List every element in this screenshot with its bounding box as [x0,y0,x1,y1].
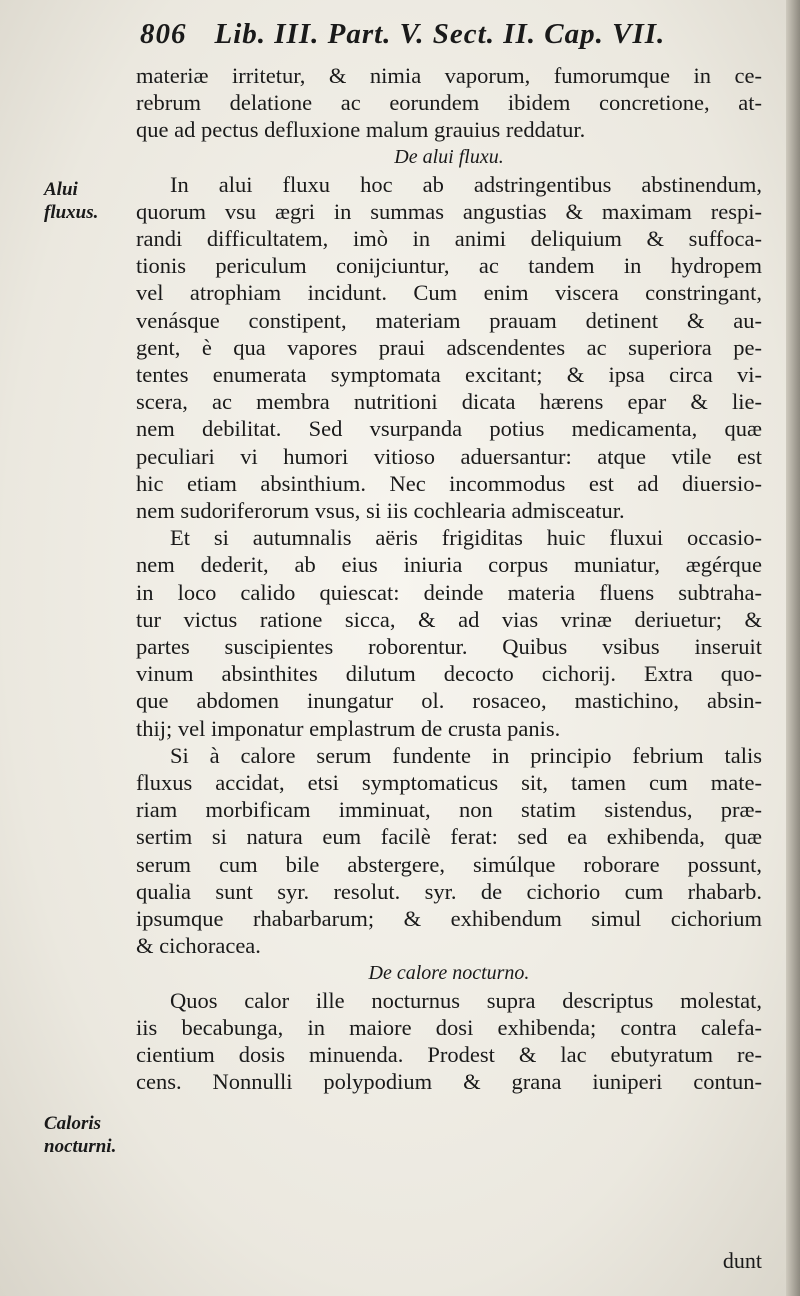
text-line: In alui fluxu hoc ab adstringentibus abstinendum, [170,171,762,197]
text-line: cens. Nonnulli polypodium & grana iuniperi contun- [136,1069,762,1095]
text-line: serum cum bile abstergere, simúlque roborare possunt, [136,851,762,877]
text-line: fluxus accidat, etsi symptomaticus sit, tamen cum mate- [136,770,762,796]
text-line: tionis periculum conijciuntur, ac tandem in hydropem [136,253,762,279]
text-line: peculiari vi humori vitioso aduersantur: atque vtile est [136,443,762,469]
text-line: Si à calore serum fundente in principio febrium talis [170,742,762,768]
text-line: iis becabunga, in maiore dosi exhibenda; contra calefa- [136,1014,762,1040]
text-line: riam morbificam imminuat, non statim sistendus, præ- [136,797,762,823]
text-line: rebrum delatione ac eorundem ibidem concretione, at- [136,90,762,116]
text-line: Quos calor ille nocturnus supra descriptus molestat, [170,987,762,1013]
text-line: qualia sunt syr. resolut. syr. de cichorio cum rhabarb. [136,878,762,904]
page-number: 806 [140,18,187,50]
text-line: vel atrophiam incidunt. Cum enim viscera constringant, [136,280,762,306]
running-header [140,18,780,51]
text-line: tentes enumerata symptomata excitant; & ipsa circa vi- [136,362,762,388]
catchword: dunt [722,1248,762,1273]
section-heading-alvi-fluxu: De alui fluxu. [394,145,504,168]
text-line: cientium dosis minuenda. Prodest & lac ebutyratum re- [136,1041,762,1067]
text-line: tur victus ratione sicca, & ad vias vrinæ deriuetur; & [136,606,762,632]
text-line: ipsumque rhabarbarum; & exhibendum simul cichorium [136,906,762,932]
text-line: hic etiam absinthium. Nec incommodus est ad diuersio- [136,470,762,496]
text-line: que ad pectus defluxione malum grauius reddatur. [136,117,586,143]
page-gutter-shadow [786,0,800,1296]
running-title: Lib. III. Part. V. Sect. II. Cap. VII. [214,18,666,50]
text-line: Et si autumnalis aëris frigiditas huic fluxui occasio- [170,525,762,551]
margin-note-caloris-nocturni: Caloris nocturni. [44,1113,117,1157]
text-line: thij; vel imponatur emplastrum de crusta panis. [136,715,561,741]
text-body [136,62,762,1095]
text-line: randi difficultatem, imò in animi deliquium & suffoca- [136,226,762,252]
text-line: partes suscipientes roborentur. Quibus vsibus inseruit [136,634,762,660]
text-line: sertim si natura eum facilè ferat: sed ea exhibenda, quæ [136,824,762,850]
text-line: venásque constipent, materiam prauam detinent & au- [136,307,762,333]
text-line: & cichoracea. [136,933,261,959]
text-line: materiæ irritetur, & nimia vaporum, fumorumque in ce- [136,63,762,88]
text-line: que abdomen inungatur ol. rosaceo, mastichino, absin- [136,688,762,714]
text-line: quorum vsu ægri in summas angustias & maximam respi- [136,198,762,224]
text-line: nem sudoriferorum vsus, si iis cochlearia admisceatur. [136,498,625,524]
section-heading-calore-nocturno: De calore nocturno. [368,961,530,984]
text-line: gent, è qua vapores praui adscendentes ac superiora pe- [136,334,762,360]
text-line: scera, ac membra nutritioni dicata hærens epar & lie- [136,389,762,415]
text-line: in loco calido quiescat: deinde materia fluens subtraha- [136,579,762,605]
text-line: nem debilitat. Sed vsurpanda potius medicamenta, quæ [136,416,762,442]
text-line: vinum absinthites dilutum decocto cichorij. Extra quo- [136,661,762,687]
margin-note-alvi-fluxus: Alui fluxus. [44,179,99,223]
text-line: nem dederit, ab eius iniuria corpus muniatur, ægérque [136,552,762,578]
